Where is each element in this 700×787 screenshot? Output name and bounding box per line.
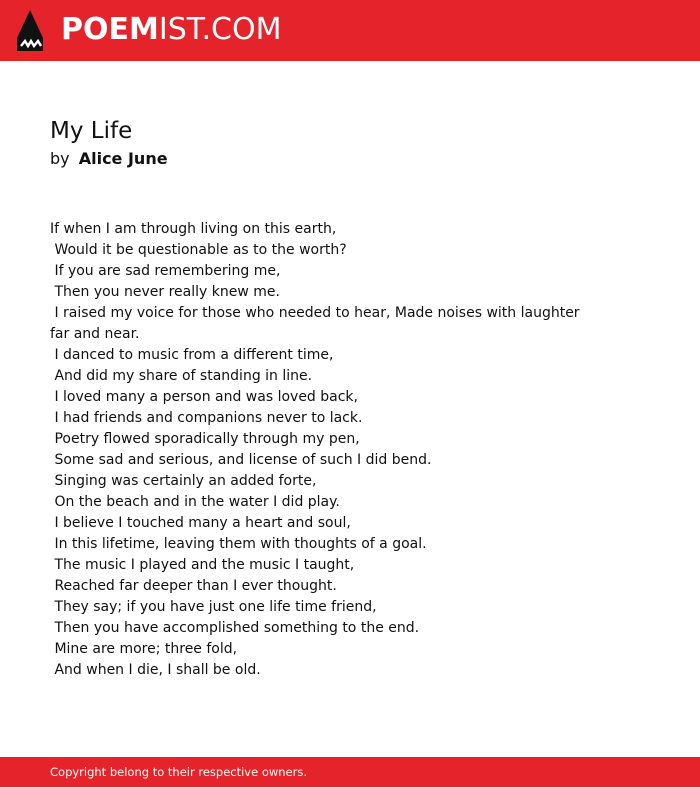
poem-line: On the beach and in the water I did play. <box>50 494 340 510</box>
site-header <box>0 0 700 61</box>
poem-line: If when I am through living on this earth, <box>50 221 337 237</box>
poem-line: I raised my voice for those who needed to hear, Made noises with laughter far and near. <box>50 305 585 342</box>
poem-title: My Life <box>50 118 133 144</box>
poem-line: Mine are more; three fold, <box>50 641 238 657</box>
poem-line: And when I die, I shall be old. <box>50 662 261 678</box>
poem-body <box>50 219 590 681</box>
poem-line: If you are sad remembering me, <box>50 263 281 279</box>
by-label: by <box>50 149 70 168</box>
poem-line: Some sad and serious, and license of such I did bend. <box>50 452 432 468</box>
poem-line: Reached far deeper than I ever thought. <box>50 578 337 594</box>
poem-line: Would it be questionable as to the worth? <box>50 242 347 258</box>
poem-line: I danced to music from a different time, <box>50 347 334 363</box>
logo-text-light: IST.COM <box>158 12 282 47</box>
poem-byline <box>50 149 168 169</box>
poem-line: They say; if you have just one life time friend, <box>50 599 377 615</box>
poem-line: And did my share of standing in line. <box>50 368 313 384</box>
site-logo[interactable] <box>61 12 281 48</box>
poem-line: Then you have accomplished something to the end. <box>50 620 420 636</box>
pencil-logo-icon[interactable] <box>17 10 43 51</box>
poem-line: I loved many a person and was loved back, <box>50 389 358 405</box>
poem-line: I had friends and companions never to lack. <box>50 410 363 426</box>
poem-line: Then you never really knew me. <box>50 284 280 300</box>
poem-author[interactable]: Alice June <box>78 149 168 168</box>
poem-line: The music I played and the music I taught, <box>50 557 355 573</box>
site-footer <box>0 757 700 787</box>
poem-line: Poetry flowed sporadically through my pen, <box>50 431 360 447</box>
poem-line: I believe I touched many a heart and soul, <box>50 515 351 531</box>
poem-line: In this lifetime, leaving them with thoughts of a goal. <box>50 536 427 552</box>
logo-text-bold: POEM <box>61 12 159 47</box>
poem-line: Singing was certainly an added forte, <box>50 473 317 489</box>
copyright-text: Copyright belong to their respective owners. <box>50 765 308 779</box>
